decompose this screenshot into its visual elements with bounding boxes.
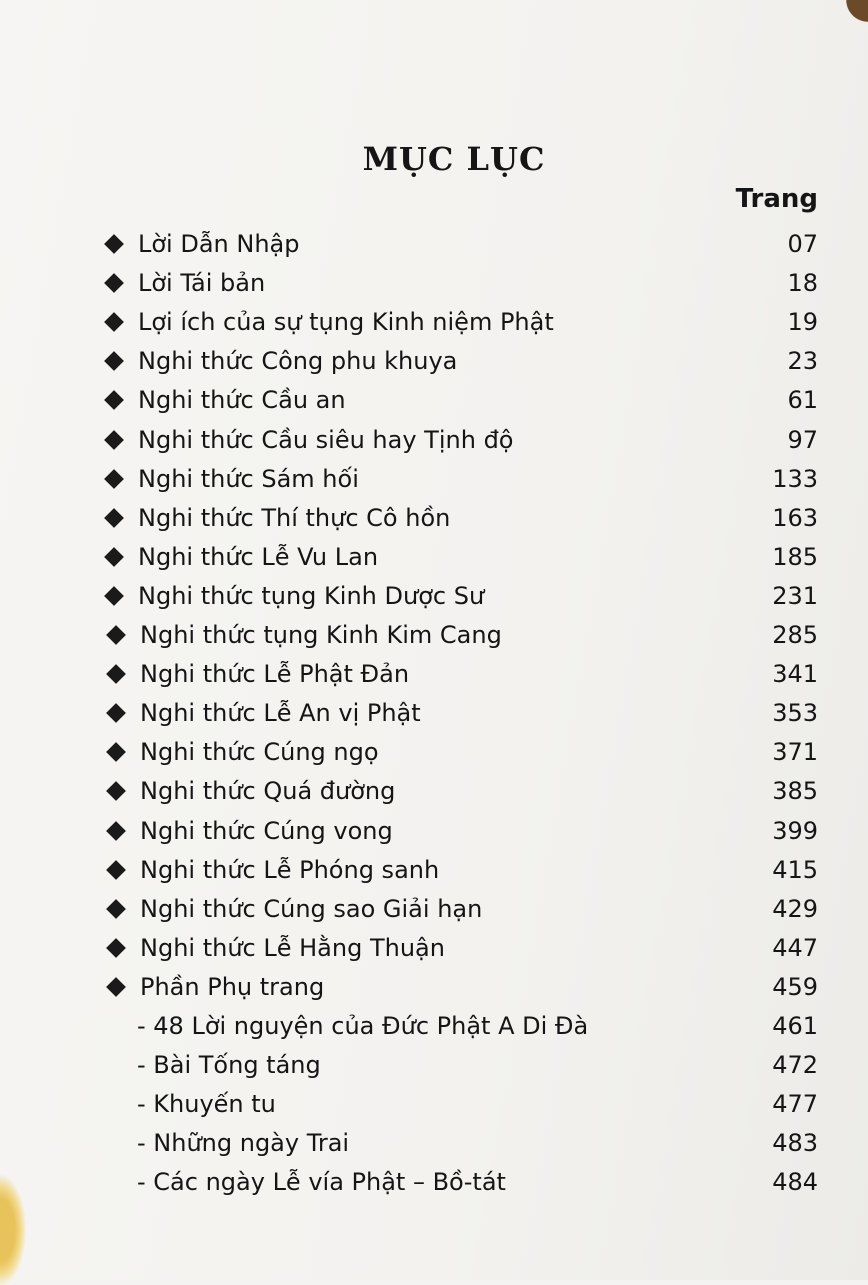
toc-entry-page: 97	[787, 426, 818, 454]
toc-entry-page: 133	[772, 465, 818, 493]
toc-entry	[0, 1047, 868, 1083]
toc-entry-title: Nghi thức Lễ Phật Đản	[140, 660, 410, 688]
toc-entry-title: - Những ngày Trai	[137, 1129, 350, 1157]
toc-entry-title: Lời Dẫn Nhập	[138, 230, 300, 258]
toc-entry	[0, 969, 868, 1005]
toc-entry-title: Nghi thức Cúng ngọ	[140, 738, 379, 766]
diamond-bullet-icon	[104, 508, 124, 528]
toc-entry-page: 472	[772, 1051, 818, 1079]
toc-entry-title: Nghi thức Cúng sao Giải hạn	[140, 895, 483, 923]
diamond-bullet-icon	[106, 703, 126, 723]
toc-entry	[0, 461, 868, 497]
toc-entry	[0, 539, 868, 575]
diamond-bullet-icon	[106, 860, 126, 880]
toc-entry-page: 18	[787, 269, 818, 297]
toc-entry-page: 483	[772, 1129, 818, 1157]
toc-entry-title: Nghi thức Thí thực Cô hồn	[138, 504, 451, 532]
toc-entry-title: Lời Tái bản	[138, 269, 266, 297]
toc-entry-page: 399	[772, 817, 818, 845]
toc-entry	[0, 304, 868, 340]
diamond-bullet-icon	[106, 821, 126, 841]
toc-entry-page: 477	[772, 1090, 818, 1118]
toc-entry	[0, 343, 868, 379]
toc-entry-page: 429	[772, 895, 818, 923]
toc-entry	[0, 695, 868, 731]
toc-entry	[0, 891, 868, 927]
toc-entry-title: Nghi thức Cầu siêu hay Tịnh độ	[138, 426, 514, 454]
toc-entry-title: Lợi ích của sự tụng Kinh niệm Phật	[138, 308, 554, 336]
diamond-bullet-icon	[104, 312, 124, 332]
toc-entry-title: Nghi thức tụng Kinh Kim Cang	[140, 621, 502, 649]
toc-entry-title: - Các ngày Lễ vía Phật – Bồ-tát	[137, 1168, 506, 1196]
toc-entry	[0, 734, 868, 770]
page-column-header: Trang	[735, 184, 818, 214]
diamond-bullet-icon	[106, 625, 126, 645]
toc-entry	[0, 382, 868, 418]
toc-entry	[0, 226, 868, 262]
toc-entry	[0, 617, 868, 653]
diamond-bullet-icon	[106, 664, 126, 684]
toc-entry-page: 447	[772, 934, 818, 962]
toc-entry	[0, 773, 868, 809]
toc-entry-page: 459	[772, 973, 818, 1001]
diamond-bullet-icon	[104, 430, 124, 450]
toc-entry-title: Nghi thức Lễ An vị Phật	[140, 699, 421, 727]
page-title: MỤC LỤC	[362, 140, 546, 178]
diamond-bullet-icon	[104, 586, 124, 606]
toc-entry-title: Phần Phụ trang	[140, 973, 325, 1001]
toc-entry-title: Nghi thức Lễ Phóng sanh	[140, 856, 440, 884]
toc-entry-title: Nghi thức tụng Kinh Dược Sư	[138, 582, 485, 610]
toc-entry-title: Nghi thức Cúng vong	[140, 817, 393, 845]
diamond-bullet-icon	[104, 273, 124, 293]
toc-entry-page: 61	[787, 386, 818, 414]
toc-entry	[0, 813, 868, 849]
toc-entry	[0, 1125, 868, 1161]
toc-entry-page: 415	[772, 856, 818, 884]
toc-entry-title: - Bài Tống táng	[137, 1051, 321, 1079]
diamond-bullet-icon	[106, 899, 126, 919]
toc-entry	[0, 578, 868, 614]
toc-entry-title: Nghi thức Quá đường	[140, 777, 396, 805]
toc-entry-page: 19	[787, 308, 818, 336]
diamond-bullet-icon	[106, 938, 126, 958]
toc-entry	[0, 265, 868, 301]
diamond-bullet-icon	[104, 547, 124, 567]
toc-entry	[0, 930, 868, 966]
toc-entry-title: - Khuyến tu	[137, 1090, 276, 1118]
toc-entry	[0, 1008, 868, 1044]
toc-entry	[0, 1086, 868, 1122]
toc-entry	[0, 656, 868, 692]
toc-entry	[0, 1164, 868, 1200]
diamond-bullet-icon	[106, 781, 126, 801]
toc-entry-page: 23	[787, 347, 818, 375]
toc-entry	[0, 422, 868, 458]
toc-entry	[0, 500, 868, 536]
toc-entry	[0, 852, 868, 888]
toc-entry-page: 353	[772, 699, 818, 727]
toc-entry-page: 484	[772, 1168, 818, 1196]
toc-entry-page: 371	[772, 738, 818, 766]
toc-entry-title: Nghi thức Lễ Hằng Thuận	[140, 934, 445, 962]
toc-entry-title: - 48 Lời nguyện của Đức Phật A Di Đà	[137, 1012, 589, 1040]
toc-entry-title: Nghi thức Lễ Vu Lan	[138, 543, 379, 571]
toc-entry-title: Nghi thức Cầu an	[138, 386, 346, 414]
toc-entry-page: 285	[772, 621, 818, 649]
toc-entry-page: 461	[772, 1012, 818, 1040]
diamond-bullet-icon	[104, 469, 124, 489]
diamond-bullet-icon	[104, 234, 124, 254]
diamond-bullet-icon	[106, 977, 126, 997]
toc-entry-page: 07	[787, 230, 818, 258]
toc-entry-page: 341	[772, 660, 818, 688]
toc-entry-page: 163	[772, 504, 818, 532]
toc-entry-title: Nghi thức Sám hối	[138, 465, 359, 493]
diamond-bullet-icon	[104, 351, 124, 371]
diamond-bullet-icon	[104, 390, 124, 410]
diamond-bullet-icon	[106, 742, 126, 762]
toc-entry-page: 185	[772, 543, 818, 571]
toc-entry-title: Nghi thức Công phu khuya	[138, 347, 458, 375]
toc-entry-page: 385	[772, 777, 818, 805]
toc-entry-page: 231	[772, 582, 818, 610]
